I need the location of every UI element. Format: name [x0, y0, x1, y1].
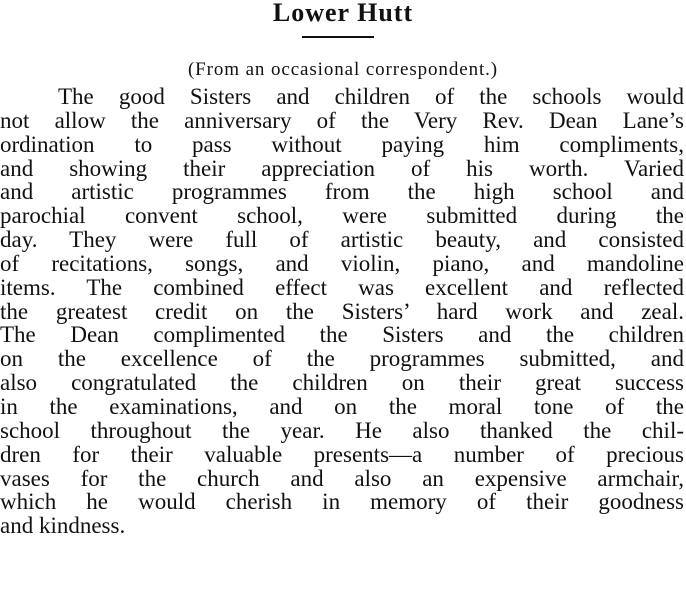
article-line: in the examinations, and on the moral tone of the — [0, 393, 684, 419]
article-line: not allow the anniversary of the Very Rev. Dean Lane’s — [0, 107, 684, 133]
article-line: The good Sisters and children of the schools would — [58, 84, 684, 109]
article-line: and artistic programmes from the high school and — [0, 179, 684, 205]
article-line: the greatest credit on the Sisters’ hard work and zeal. — [0, 298, 684, 324]
article-line: also congratulated the children on their great success — [0, 370, 684, 396]
article-line: The Dean complimented the Sisters and the children — [0, 322, 684, 348]
article-line: day. They were full of artistic beauty, and consisted — [0, 227, 684, 253]
article-line: vases for the church and also an expensive armchair, — [0, 465, 684, 491]
article-body — [0, 85, 684, 538]
article-line: items. The combined effect was excellent and reflected — [0, 274, 684, 300]
headline-divider — [302, 36, 374, 38]
article-line: ordination to pass without paying him compliments, — [0, 131, 684, 157]
article-line: school throughout the year. He also thanked the chil- — [0, 417, 684, 443]
article-byline: (From an occasional correspondent.) — [187, 59, 499, 80]
article-line: and kindness. — [0, 513, 126, 539]
article-headline: Lower Hutt — [272, 0, 414, 27]
article-line: dren for their valuable presents—a number of precious — [0, 441, 684, 467]
article-line: on the excellence of the programmes submitted, and — [0, 346, 684, 372]
article-line: which he would cherish in memory of their goodness — [0, 489, 684, 515]
article-line: of recitations, songs, and violin, piano, and mandoline — [0, 250, 684, 276]
article-line: and showing their appreciation of his worth. Varied — [0, 155, 684, 181]
article-line: parochial convent school, were submitted during the — [0, 203, 684, 229]
